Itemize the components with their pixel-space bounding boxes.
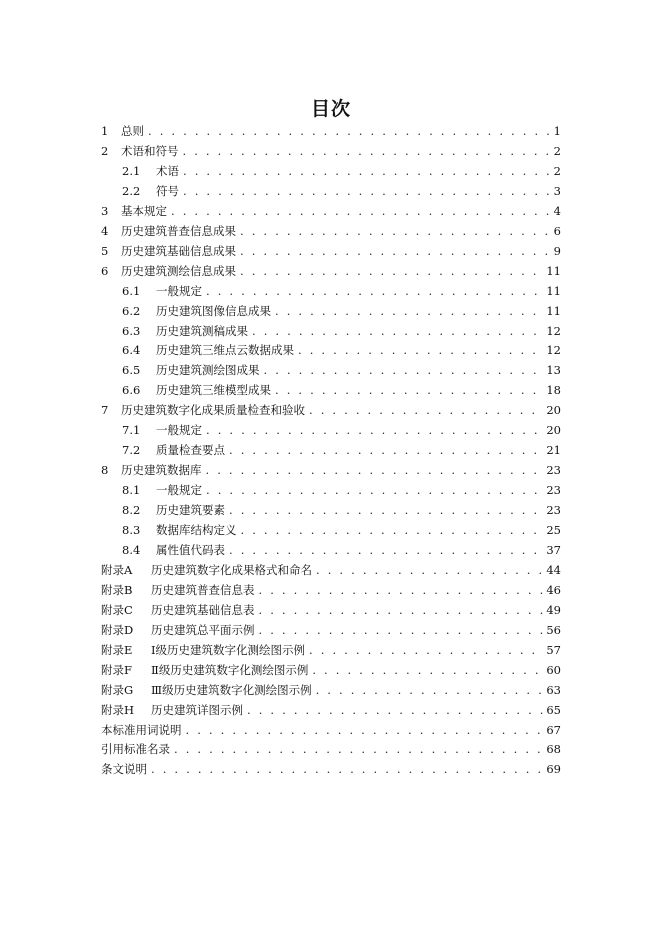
toc-leader-dots <box>183 164 551 178</box>
toc-leader-dots <box>259 603 544 617</box>
toc-entry-title: 历史建筑图像信息成果 <box>156 303 271 318</box>
toc-entry[interactable] <box>101 221 561 241</box>
toc-entry-title: 历史建筑测绘图成果 <box>156 363 260 378</box>
toc-leader-dots <box>241 523 544 537</box>
toc-entry-page-number: 63 <box>546 682 561 697</box>
toc-entry-title: 历史建筑测绘信息成果 <box>121 263 236 278</box>
toc-entry[interactable] <box>101 700 561 720</box>
toc-entry-number: 6.5 <box>122 363 141 378</box>
toc-entry-page-number: 46 <box>546 582 561 597</box>
toc-entry[interactable] <box>101 400 561 420</box>
toc-entry[interactable] <box>101 580 561 600</box>
toc-leader-dots <box>312 663 543 677</box>
toc-entry-title: 历史建筑普查信息成果 <box>121 223 236 238</box>
toc-entry-number: 1 <box>101 124 109 138</box>
toc-leader-dots <box>206 483 543 497</box>
toc-entry-page-number: 23 <box>546 463 561 478</box>
toc-entry[interactable] <box>122 301 561 321</box>
toc-leader-dots <box>174 742 543 756</box>
toc-entry-number: 4 <box>101 223 109 238</box>
toc-entry[interactable] <box>101 261 561 281</box>
toc-entry-page-number: 49 <box>546 602 561 617</box>
toc-leader-dots <box>316 683 544 697</box>
toc-leader-dots <box>206 284 543 298</box>
toc-entry-title: 引用标准名录 <box>101 742 170 757</box>
toc-entry-number: 6.6 <box>122 383 141 398</box>
toc-entry[interactable] <box>101 620 561 640</box>
toc-leader-dots <box>309 643 543 657</box>
toc-entry-number: 6 <box>101 263 109 278</box>
toc-leader-dots <box>259 623 544 637</box>
toc-entry[interactable] <box>122 161 561 181</box>
toc-entry-title: 历史建筑总平面示例 <box>151 622 255 637</box>
toc-entry[interactable] <box>122 520 561 540</box>
toc-entry-page-number: 57 <box>546 642 561 657</box>
toc-entry-number: 7 <box>101 403 109 418</box>
toc-entry-page-number: 21 <box>546 443 561 458</box>
toc-entry-title: 本标准用词说明 <box>101 722 182 737</box>
toc-entry[interactable] <box>122 181 561 201</box>
toc-entry-number: 附录G <box>101 682 134 697</box>
toc-entry-number: 6.3 <box>122 323 141 338</box>
toc-entry-page-number: 6 <box>553 223 561 238</box>
toc-entry-title: Ⅱ级历史建筑数字化测绘图示例 <box>151 662 309 677</box>
toc-entry-number: 8.1 <box>122 483 141 498</box>
toc-leader-dots <box>316 563 543 577</box>
toc-entry-number: 7.1 <box>122 423 141 438</box>
toc-leader-dots <box>275 383 543 397</box>
toc-entry[interactable] <box>101 739 561 759</box>
toc-entry-title: 历史建筑普查信息表 <box>151 582 255 597</box>
toc-leader-dots <box>259 583 544 597</box>
toc-leader-dots <box>183 184 551 198</box>
toc-entry[interactable] <box>101 560 561 580</box>
toc-entry[interactable] <box>101 201 561 221</box>
toc-entry-title: 历史建筑测稿成果 <box>156 323 248 338</box>
toc-leader-dots <box>240 264 543 278</box>
toc-entry-page-number: 23 <box>546 503 561 518</box>
toc-entry-title: 历史建筑数字化成果质量检查和验收 <box>121 403 305 418</box>
toc-entry-title: 历史建筑要素 <box>156 503 225 518</box>
toc-entry[interactable] <box>122 480 561 500</box>
toc-entry[interactable] <box>122 540 561 560</box>
toc-entry-page-number: 11 <box>546 303 561 318</box>
page-title: 目次 <box>310 98 351 120</box>
toc-entry[interactable] <box>101 720 561 740</box>
toc-entry[interactable] <box>122 321 561 341</box>
toc-entry[interactable] <box>101 660 561 680</box>
toc-entry-number: 附录H <box>101 702 135 717</box>
toc-entry[interactable] <box>101 680 561 700</box>
toc-entry-page-number: 18 <box>546 383 561 398</box>
toc-entry-title: 一般规定 <box>156 283 202 298</box>
toc-entry-page-number: 9 <box>553 243 561 258</box>
toc-leader-dots <box>206 423 543 437</box>
toc-leader-dots <box>186 723 544 737</box>
toc-entry-page-number: 2 <box>553 163 561 178</box>
toc-entry-page-number: 11 <box>546 283 561 298</box>
toc-entry-title: 历史建筑基础信息表 <box>151 602 255 617</box>
toc-leader-dots <box>229 443 543 457</box>
toc-entry-number: 2.1 <box>122 163 141 178</box>
toc-entry-number: 6.2 <box>122 303 141 318</box>
toc-entry-page-number: 69 <box>546 762 561 777</box>
toc-entry-title: 一般规定 <box>156 483 202 498</box>
toc-entry-number: 附录A <box>101 562 133 577</box>
toc-leader-dots <box>229 503 543 517</box>
toc-entry-title: 一般规定 <box>156 423 202 438</box>
toc-entry[interactable] <box>101 640 561 660</box>
toc-entry-title: 总则 <box>121 124 144 138</box>
toc-entry-number: 3 <box>101 203 109 218</box>
toc-entry-page-number: 23 <box>546 483 561 498</box>
toc-entry-number: 附录C <box>101 602 133 617</box>
toc-entry-page-number: 68 <box>546 742 561 757</box>
toc-leader-dots <box>148 124 551 138</box>
toc-entry-number: 8.4 <box>122 542 141 557</box>
toc-entry-title: 符号 <box>156 183 179 198</box>
toc-entry-number: 8.3 <box>122 523 141 537</box>
toc-leader-dots <box>309 403 543 417</box>
toc-entry-page-number: 37 <box>546 542 561 557</box>
toc-entry-page-number: 44 <box>546 562 561 577</box>
toc-entry-title: Ⅰ级历史建筑数字化测绘图示例 <box>151 642 306 657</box>
toc-leader-dots <box>171 204 551 218</box>
toc-entry-number: 6.4 <box>122 343 141 358</box>
toc-entry[interactable] <box>122 340 561 360</box>
toc-entry-title: 历史建筑基础信息成果 <box>121 243 236 258</box>
toc-entry-page-number: 56 <box>546 622 561 637</box>
toc-leader-dots <box>151 762 543 776</box>
toc-entry-title: 术语 <box>156 163 179 178</box>
toc-leader-dots <box>229 543 543 557</box>
toc-entry-title: 历史建筑数据库 <box>121 463 202 478</box>
toc-entry[interactable] <box>122 281 561 301</box>
toc-entry[interactable] <box>122 360 561 380</box>
toc-entry-title: 质量检查要点 <box>156 443 225 458</box>
toc-entry-page-number: 20 <box>546 423 561 438</box>
toc-entry-number: 2.2 <box>122 183 141 198</box>
toc-entry-number: 8 <box>101 463 109 478</box>
toc-entry-number: 附录B <box>101 582 133 597</box>
toc-entry[interactable] <box>101 759 561 779</box>
toc-leader-dots <box>183 144 551 158</box>
toc-leader-dots <box>264 363 544 377</box>
toc-leader-dots <box>247 703 543 717</box>
toc-entry-title: 条文说明 <box>101 762 147 777</box>
toc-entry[interactable] <box>101 121 561 141</box>
toc-entry[interactable] <box>101 600 561 620</box>
toc-entry-title: Ⅲ级历史建筑数字化测绘图示例 <box>151 682 312 697</box>
toc-entry-title: 数据库结构定义 <box>156 523 237 537</box>
toc-entry[interactable] <box>122 380 561 400</box>
toc-entry-title: 属性值代码表 <box>156 542 225 557</box>
toc-entry-page-number: 25 <box>546 523 561 537</box>
toc-leader-dots <box>240 224 551 238</box>
toc-leader-dots <box>275 304 543 318</box>
toc-entry-page-number: 1 <box>553 124 561 138</box>
toc-leader-dots <box>240 244 551 258</box>
toc-entry-page-number: 3 <box>553 183 561 198</box>
toc-entry-title: 历史建筑数字化成果格式和命名 <box>151 562 312 577</box>
toc-entry[interactable] <box>122 420 561 440</box>
toc-entry-number: 附录F <box>101 662 132 677</box>
toc-leader-dots <box>298 343 543 357</box>
toc-entry-page-number: 65 <box>546 702 561 717</box>
toc-entry-page-number: 12 <box>546 343 561 358</box>
toc-entry[interactable] <box>101 460 561 480</box>
toc-entry-page-number: 20 <box>546 403 561 418</box>
toc-entry-page-number: 2 <box>553 143 561 158</box>
toc-entry-number: 附录D <box>101 622 134 637</box>
toc-leader-dots <box>206 463 544 477</box>
toc-entry-number: 8.2 <box>122 503 141 518</box>
toc-entry-title: 历史建筑三维点云数据成果 <box>156 343 294 358</box>
toc-entry-page-number: 11 <box>546 263 561 278</box>
toc-entry[interactable] <box>122 500 561 520</box>
toc-leader-dots <box>252 324 543 338</box>
toc-entry-number: 5 <box>101 243 109 258</box>
toc-entry-number: 6.1 <box>122 283 141 298</box>
toc-entry-number: 附录E <box>101 642 133 657</box>
toc-entry-title: 历史建筑三维模型成果 <box>156 383 271 398</box>
toc-entry-title: 基本规定 <box>121 203 167 218</box>
toc-entry-number: 2 <box>101 143 109 158</box>
toc-entry-page-number: 12 <box>546 323 561 338</box>
toc-entry-title: 历史建筑详图示例 <box>151 702 243 717</box>
toc-entry-page-number: 13 <box>546 363 561 378</box>
toc-entry-page-number: 4 <box>553 203 561 218</box>
toc-entry[interactable] <box>101 241 561 261</box>
toc-entry[interactable] <box>101 141 561 161</box>
toc-entry-number: 7.2 <box>122 443 141 458</box>
toc-entry-page-number: 60 <box>546 662 561 677</box>
toc-entry-page-number: 67 <box>546 722 561 737</box>
toc-entry[interactable] <box>122 440 561 460</box>
toc-entry-title: 术语和符号 <box>121 143 179 158</box>
